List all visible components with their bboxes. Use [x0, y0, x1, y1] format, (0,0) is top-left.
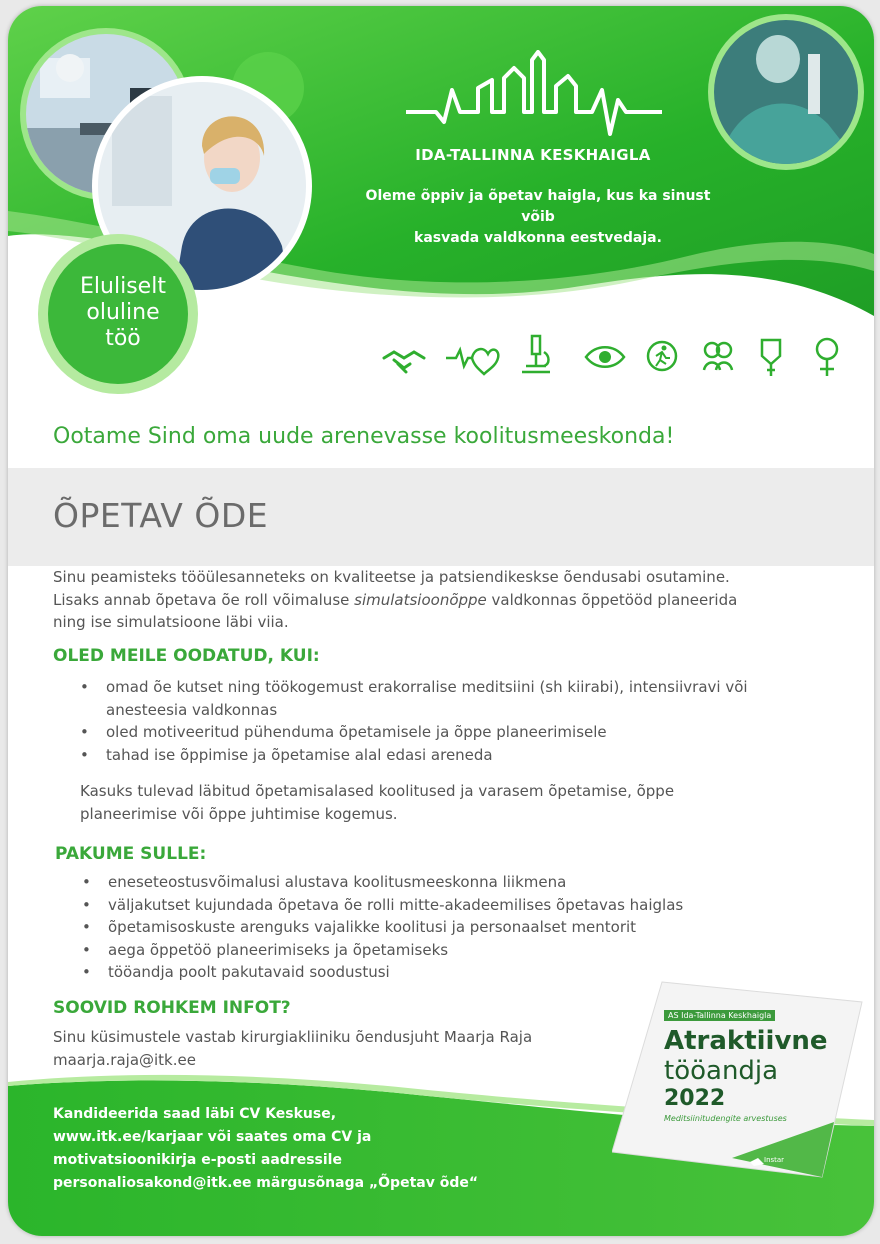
- list-item: • õpetamisoskuste arenguks vajalikke koolitusi ja personaalset mentorit: [108, 916, 848, 939]
- doctor-photo: [708, 14, 864, 170]
- list-item: • väljakutset kujundada õpetava õe rolli mitte-akadeemilises õpetavas haiglas: [108, 894, 848, 917]
- iv-drip-icon: [756, 336, 786, 378]
- running-person-icon: [646, 340, 678, 372]
- award-tag: AS Ida-Tallinna Keskhaigla: [664, 1010, 775, 1021]
- badge-text: Eluliselt oluline töö: [80, 274, 166, 351]
- info-heading: SOOVID ROHKEM INFOT?: [53, 998, 291, 1018]
- intro-paragraph: Sinu peamisteks tööülesanneteks on kvaliteetse ja patsiendikeskse õendusabi osutamine. Lisaks annab õpetava õe roll võimaluse simulatsioonõppe valdkonnas õppetööd planeerida ning ise simulatsioone läbi viia.: [53, 568, 738, 631]
- footer-apply-text: Kandideerida saad läbi CV Keskuse, www.itk.ee/karjaar või saates oma CV ja motivatsioonikirja e-posti aadressile personaliosakond@itk.ee märgusõnaga „Õpetav õde“: [53, 1106, 479, 1191]
- handshake-icon: [380, 338, 428, 378]
- contact-email[interactable]: maarja.raja@itk.ee: [53, 1050, 196, 1069]
- expected-heading: OLED MEILE OODATUD, KUI:: [53, 646, 320, 666]
- offer-list: [55, 871, 848, 984]
- award-brand: Instar: [764, 1156, 785, 1164]
- hospital-logo-icon: [406, 50, 662, 136]
- people-icon: [700, 338, 736, 374]
- heart-pulse-icon: [444, 338, 500, 378]
- award-title-2: tööandja: [664, 1056, 779, 1086]
- female-symbol-icon: [812, 336, 842, 378]
- subheading: Ootame Sind oma uude arenevasse koolitusmeeskonda!: [53, 424, 675, 449]
- expected-list: [53, 676, 816, 766]
- job-title: ÕPETAV ÕDE: [53, 496, 269, 535]
- eye-icon: [584, 342, 626, 372]
- list-item: • omad õe kutset ning töökogemust erakorralise meditsiini (sh kiirabi), intensiivravi või anesteesia valdkonnas: [106, 676, 816, 721]
- offer-heading: PAKUME SULLE:: [55, 844, 207, 864]
- hospital-name: IDA-TALLINNA KESKHAIGLA: [415, 146, 651, 164]
- advantage-note: Kasuks tulevad läbitud õpetamisalased koolitused ja varasem õpetamise, õppe planeerimise või õppe juhtimise kogemus.: [80, 782, 675, 823]
- job-ad-poster: [8, 6, 874, 1236]
- award-title-1: Atraktiivne: [664, 1026, 828, 1056]
- tagline: Oleme õppiv ja õpetav haigla, kus ka sinust võib kasvada valdkonna eestvedaja.: [365, 188, 711, 246]
- award-badge: [612, 972, 872, 1182]
- list-item: • oled motiveeritud pühenduma õpetamisele ja õppe planeerimisele: [106, 721, 816, 744]
- award-subtitle: Meditsiinitudengite arvestuses: [664, 1114, 787, 1123]
- icon-row: [380, 338, 840, 378]
- list-item: • tahad ise õppimise ja õpetamise alal edasi areneda: [106, 744, 816, 767]
- microscope-icon: [516, 332, 556, 378]
- list-item: • eneseteostusvõimalusi alustava koolitusmeeskonna liikmena: [108, 871, 848, 894]
- list-item: • aega õppetöö planeerimiseks ja õpetamiseks: [108, 939, 848, 962]
- list-item: • tööandja poolt pakutavaid soodustusi: [108, 961, 848, 984]
- award-year: 2022: [664, 1086, 726, 1111]
- contact-info: Sinu küsimustele vastab kirurgiakliiniku õendusjuht Maarja Raja maarja.raja@itk.ee: [53, 1026, 613, 1071]
